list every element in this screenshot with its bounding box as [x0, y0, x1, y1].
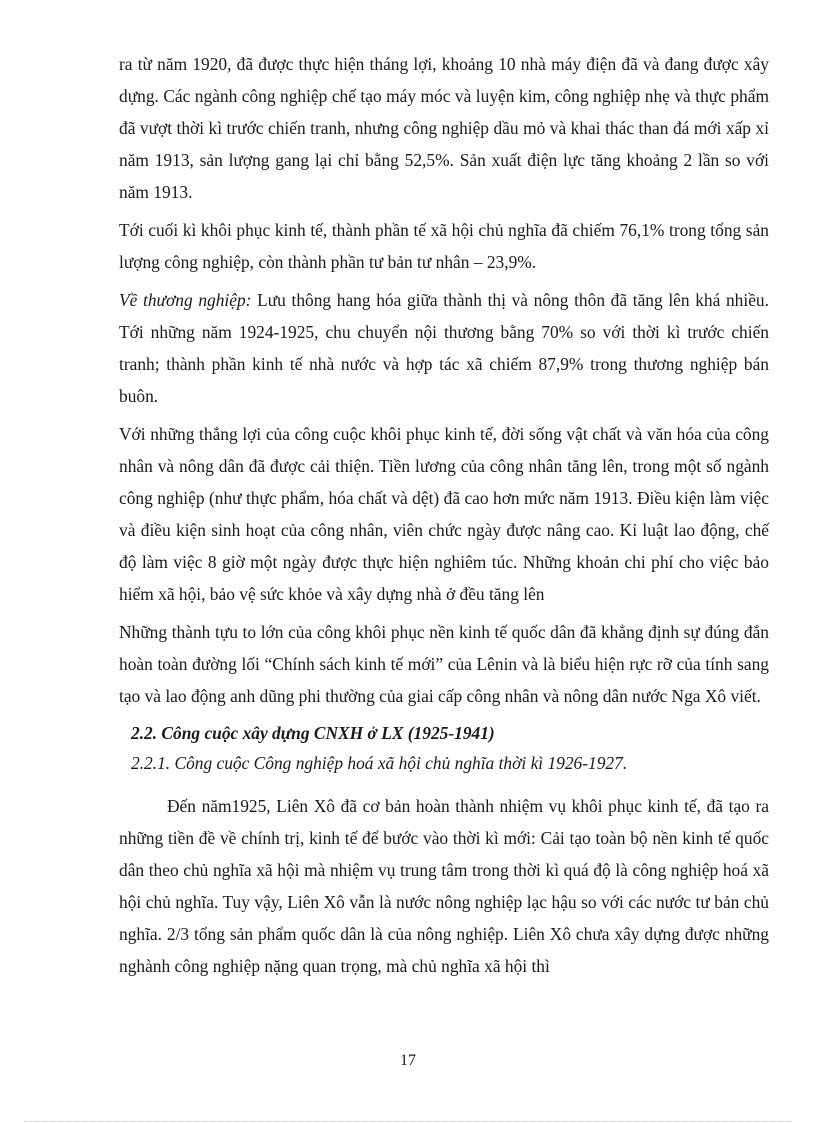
section-heading-2-2: 2.2. Công cuộc xây dựng CNXH ở LX (1925-1941) [131, 723, 495, 743]
section-heading-2-2-1: 2.2.1. Công cuộc Công nghiệp hoá xã hội chủ nghĩa thời kì 1926-1927. [131, 753, 628, 773]
body-text [119, 48, 769, 988]
paragraph-living-standards: Với những thắng lợi của công cuộc khôi phục kinh tế, đời sống vật chất và văn hóa của công nhân và nông dân đã được cải thiện. Tiền lương của công nhân tăng lên, trong một số ngành công nghiệp (như thực phẩm, hóa chất và dệt) đã cao hơn mức năm 1913. Điều kiện làm việc và điều kiện sinh hoạt của công nhân, viên chức ngày được nâng cao. Kỉ luật lao động, chế độ làm việc 8 giờ một ngày được thực hiện nghiêm túc. Những khoản chi phí cho việc bảo hiểm xã hội, bảo vệ sức khỏe và xây dựng nhà ở đều tăng lên [119, 424, 769, 604]
commerce-lead: Về thương nghiệp: [119, 290, 252, 310]
paragraph-industrialization: Đến năm1925, Liên Xô đã cơ bản hoàn thành nhiệm vụ khôi phục kinh tế, đã tạo ra những tiền đề về chính trị, kinh tế để bước vào thời kì mới: Cải tạo toàn bộ nền kinh tế quốc dân theo chủ nghĩa xã hội mà nhiệm vụ trung tâm trong thời kì quá độ là công nghiệp hoá xã hội chủ nghĩa. Tuy vậy, Liên Xô vẫn là nước nông nghiệp lạc hậu so với các nước tư bản chủ nghĩa. 2/3 tổng sản phẩm quốc dân là của nông nghiệp. Liên Xô chưa xây dựng được những nghành công nghiệp nặng quan trọng, mà chủ nghĩa xã hội thì [119, 796, 769, 976]
page-bottom-divider [24, 1121, 792, 1122]
paragraph-achievements: Những thành tựu to lớn của công khôi phục nền kinh tế quốc dân đã khẳng định sự đúng đắn hoàn toàn đường lối “Chính sách kinh tế mới” của Lênin và là biểu hiện rực rỡ của tính sang tạo và lao động anh dũng phi thường của giai cấp công nhân và nông dân nước Nga Xô viết. [119, 622, 769, 706]
paragraph-industrial-share: Tới cuối kì khôi phục kinh tế, thành phần tế xã hội chủ nghĩa đã chiếm 76,1% trong tổng sản lượng công nghiệp, còn thành phần tư bản tư nhân – 23,9%. [119, 220, 769, 272]
paragraph-electrification: ra từ năm 1920, đã được thực hiện tháng lợi, khoảng 10 nhà máy điện đã và đang được xây dựng. Các ngành công nghiệp chế tạo máy móc và luyện kim, công nghiệp nhẹ và thực phẩm đã vượt thời kì trước chiến tranh, nhưng công nghiệp dầu mỏ và khai thác than đá mới xấp xỉ năm 1913, sản lượng gang lại chỉ bằng 52,5%. Sản xuất điện lực tăng khoảng 2 lần so với năm 1913. [119, 54, 769, 202]
page-number: 17 [400, 1052, 416, 1069]
commerce-body: Lưu thông hang hóa giữa thành thị và nông thôn đã tăng lên khá nhiều. Tới những năm 1924-1925, chu chuyển nội thương bằng 70% so với thời kì trước chiến tranh; thành phần kinh tế nhà nước và hợp tác xã chiếm 87,9% trong thương nghiệp bán buôn. [119, 290, 769, 406]
paragraph-commerce [119, 284, 769, 412]
